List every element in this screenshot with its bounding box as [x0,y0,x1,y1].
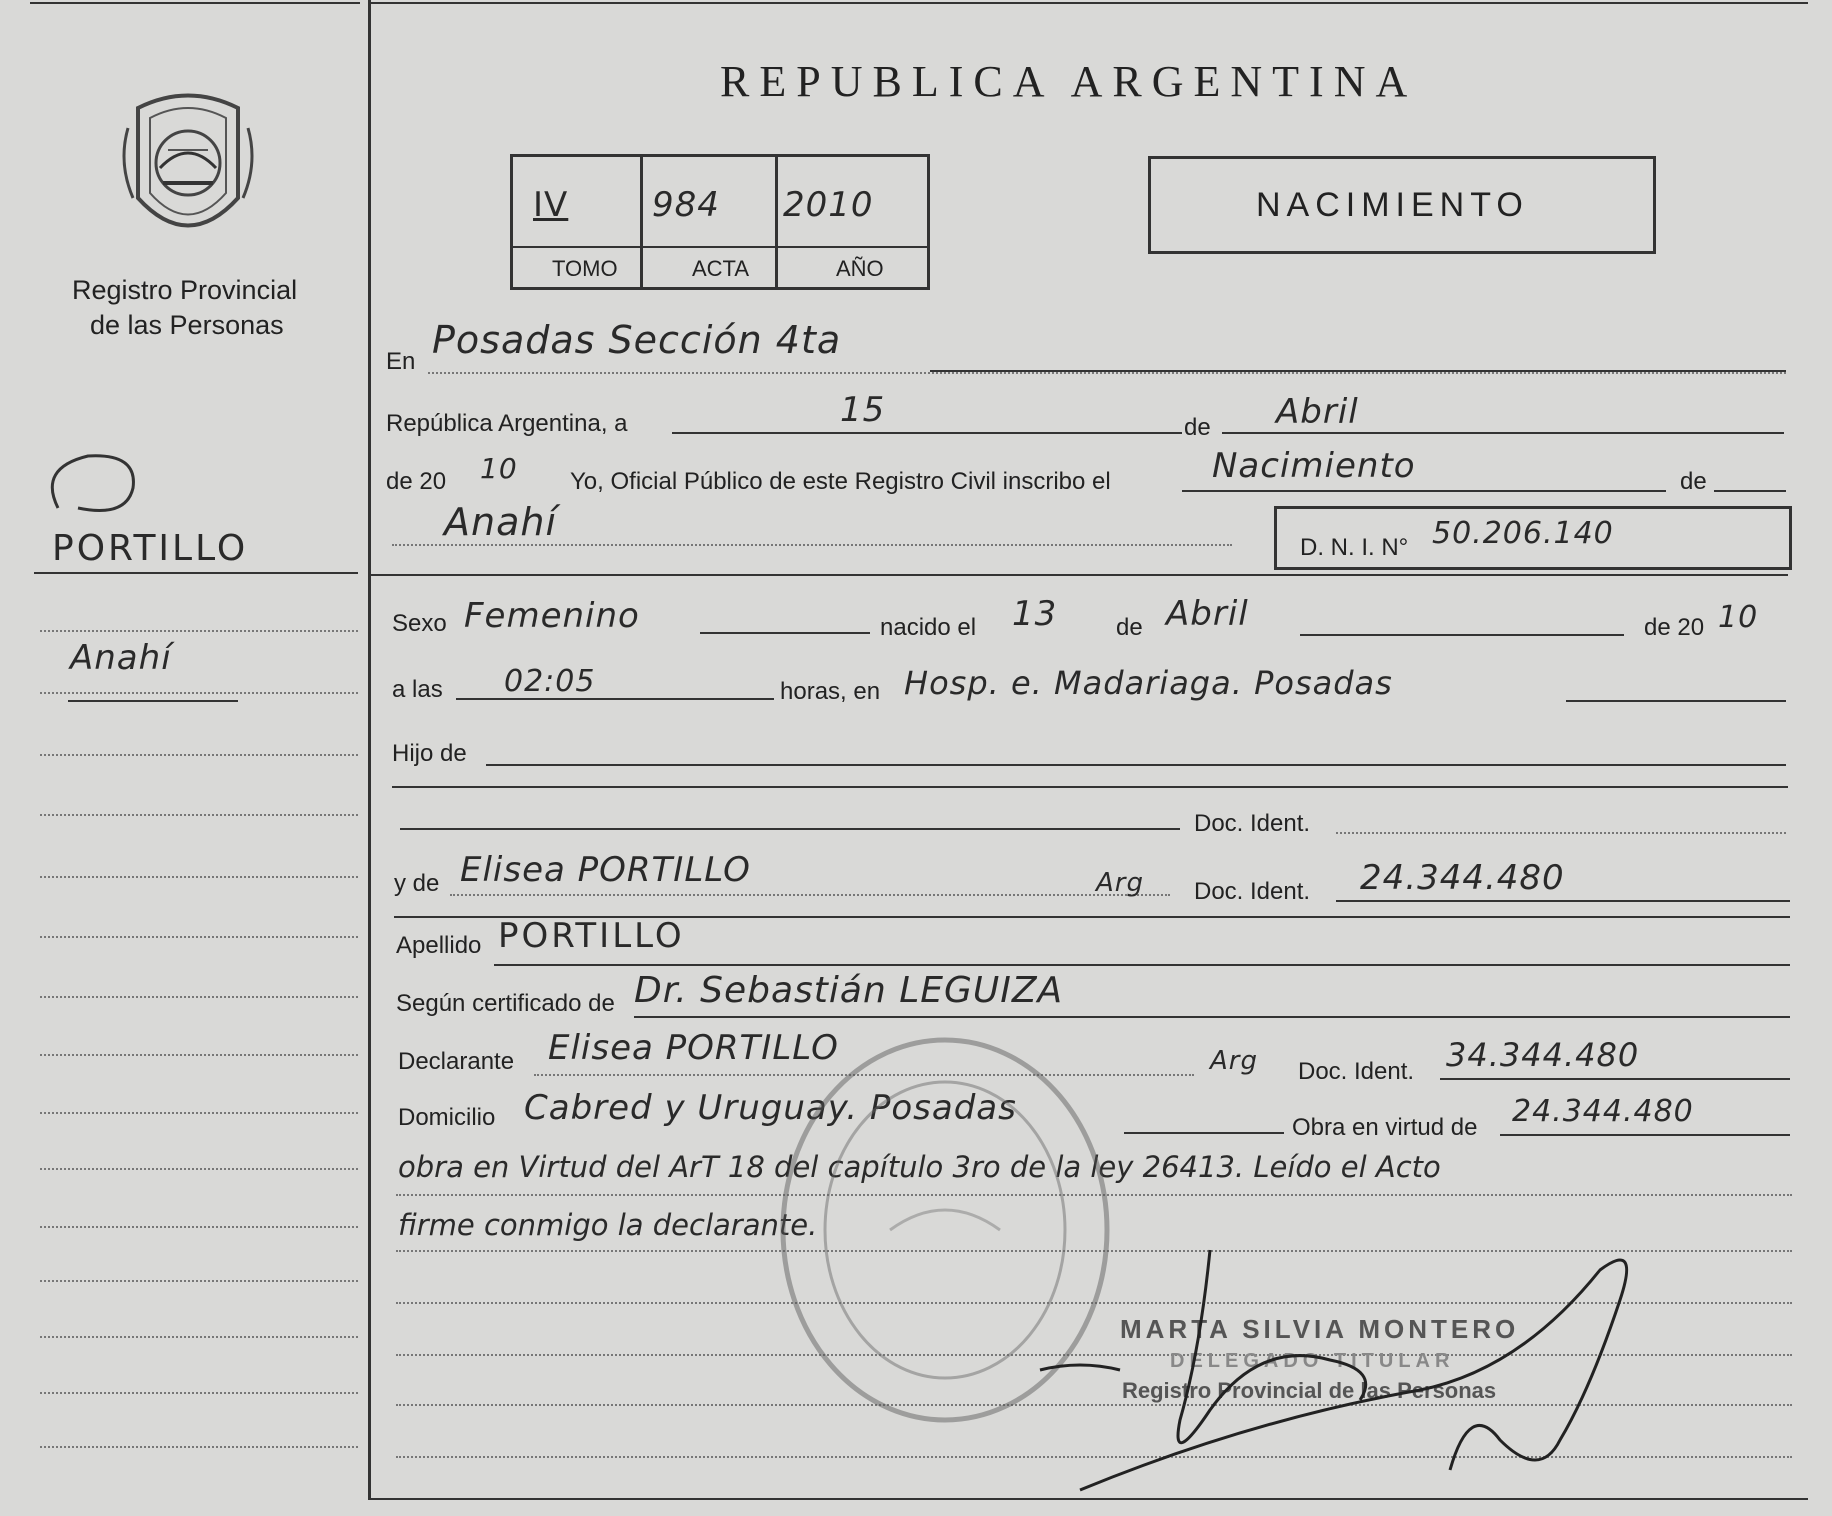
left-margin-divider [368,0,371,1500]
margin-line [40,876,358,878]
mother-doc: 24.344.480 [1360,858,1565,898]
acta-value: 984 [652,185,720,225]
margin-line [40,754,358,756]
tomo-value: IV [533,185,569,225]
birth-month: Abril [1166,594,1249,634]
margin-line [40,692,358,694]
child-name: Anahí [444,500,558,544]
birth-place: Hosp. e. Madariaga. Posadas [904,664,1393,702]
margin-line [40,1054,358,1056]
child-name-line [392,544,1232,546]
obra-line [1500,1134,1790,1136]
year-suffix: 10 [480,452,518,485]
anio-value: 2010 [783,185,874,225]
republica-label: República Argentina, a [386,410,628,437]
act-value: Nacimiento [1212,446,1416,486]
page-top-rule [368,2,1808,4]
dni-value: 50.206.140 [1432,516,1614,551]
page-top-rule-left [30,2,360,4]
time-line [456,698,774,700]
father-line [486,764,1786,766]
month-line [1222,432,1784,434]
record-id-divider [775,154,778,290]
en-label: En [386,348,416,375]
father-doc-value-line [1336,832,1786,834]
sexo-line [700,632,870,634]
anio-label: AÑO [836,256,884,281]
nacido-label: nacido el [880,614,977,641]
de20-label: de 20 [1644,614,1705,641]
certificado-value: Dr. Sebastián LEGUIZA [634,970,1064,1011]
obra-label: Obra en virtud de [1292,1114,1478,1141]
margin-surname: PORTILLO [52,528,249,569]
time-value: 02:05 [504,664,596,699]
place-line [428,372,1786,374]
place-value: Posadas Sección 4ta [432,318,842,362]
registry-name-line1: Registro Provincial [72,275,298,305]
month-value: Abril [1276,392,1359,432]
mother-name: Elisea PORTILLO [460,850,751,890]
yde-label: y de [394,870,440,897]
official-office: Registro Provincial de las Personas [1122,1378,1497,1403]
sexo-value: Femenino [464,596,640,636]
country-title: REPUBLICA ARGENTINA [720,57,1418,106]
domicilio-value: Cabred y Uruguay. Posadas [524,1088,1017,1128]
apellido-line [494,964,1790,966]
record-id-label-rule [510,246,930,248]
place-line-solid [930,370,1786,372]
margin-line [40,1392,358,1394]
birth-month-line [1300,634,1624,636]
official-signature [1000,1240,1660,1500]
margin-line [40,1446,358,1448]
record-id-divider [640,154,643,290]
obra-value: 24.344.480 [1512,1094,1694,1129]
de-label-2: de [1680,468,1707,495]
declarante-nationality: Arg [1210,1046,1258,1076]
mother-doc-line [1336,900,1790,902]
certificado-line [634,1016,1790,1018]
father-doc-line [400,828,1180,830]
year-prefix-label: de 20 [386,468,447,495]
alas-label: a las [392,676,443,703]
oficial-text: Yo, Oficial Público de este Registro Civil inscribo el [570,468,1111,495]
doc-ident-label-3: Doc. Ident. [1298,1058,1415,1085]
certificado-label: Según certificado de [396,990,615,1017]
doc-ident-label-1: Doc. Ident. [1194,810,1311,837]
domicilio-label: Domicilio [398,1104,496,1131]
apellido-value: PORTILLO [498,916,685,956]
day-line [672,432,1182,434]
apellido-label: Apellido [396,932,482,959]
mother-name-line [450,894,1170,896]
margin-line [40,1226,358,1228]
official-name: MARTA SILVIA MONTERO [1120,1314,1520,1344]
de-label: de [1184,414,1211,441]
province-seal-logo [118,88,258,248]
margin-line [40,1280,358,1282]
de-label-3: de [1116,614,1143,641]
birth-year-suffix: 10 [1718,600,1759,635]
record-type: NACIMIENTO [1256,186,1529,224]
margin-line [40,630,358,632]
margin-name-underline [68,700,238,702]
note-line-1: obra en Virtud del ArT 18 del capítulo 3ro de la ley 26413. Leído el Acto [398,1150,1441,1184]
birth-day: 13 [1012,594,1058,634]
official-title: DELEGADO TITULAR [1170,1350,1455,1372]
act-line [1182,490,1666,492]
sexo-label: Sexo [392,610,447,637]
horas-label: horas, en [780,678,881,705]
act-line-end [1714,490,1786,492]
dni-label: D. N. I. N° [1300,534,1409,561]
margin-line [40,1336,358,1338]
margin-surname-rule [34,572,358,574]
declarante-label: Declarante [398,1048,515,1075]
margin-circle-mark [38,448,148,528]
declarante-doc-line [1440,1078,1790,1080]
margin-line [40,1112,358,1114]
doc-ident-label-2: Doc. Ident. [1194,878,1311,905]
tomo-label: TOMO [552,256,618,281]
hijo-label: Hijo de [392,740,467,767]
margin-given-name: Anahí [70,638,172,678]
declarante-value: Elisea PORTILLO [548,1028,839,1068]
note-line-2: firme conmigo la declarante. [398,1208,818,1242]
declarante-doc: 34.344.480 [1446,1036,1640,1074]
day-value: 15 [840,390,886,430]
acta-label: ACTA [692,256,750,281]
domicilio-line [1124,1132,1284,1134]
margin-line [40,814,358,816]
registry-name-line2: de las Personas [90,310,284,340]
mother-nationality: Arg [1096,868,1144,898]
father-line-2 [392,786,1788,788]
birth-place-line [1566,700,1786,702]
margin-line [40,936,358,938]
section-rule [370,574,1788,576]
margin-line [40,996,358,998]
margin-line [40,1168,358,1170]
